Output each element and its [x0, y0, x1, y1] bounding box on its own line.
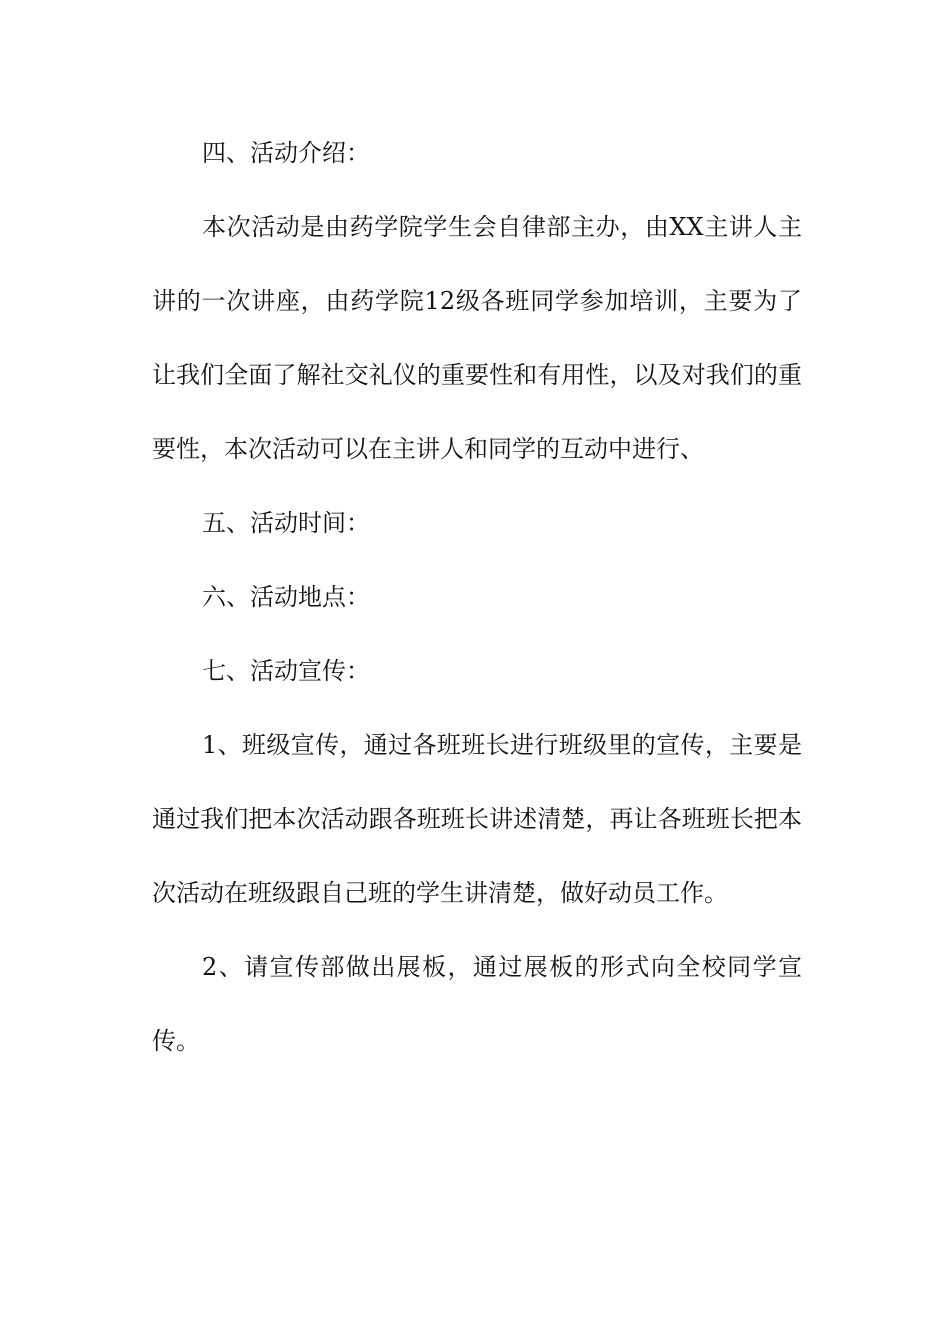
- heading-activity-location: 六、活动地点：: [202, 583, 370, 611]
- paragraph-activity-intro: 本次活动是由药学院学生会自律部主办，由XX主讲人主讲的一次讲座，由药学院12级各班同学参加培训，主要为了让我们全面了解社交礼仪的重要性和有用性，以及对我们的重要性，本次活动可以在主讲人和同学的互动中进行、: [152, 213, 802, 463]
- document-body: [152, 116, 802, 1078]
- heading-activity-time: 五、活动时间：: [202, 509, 370, 537]
- heading-activity-intro: 四、活动介绍：: [202, 139, 370, 167]
- paragraph-display-board: 2、请宣传部做出展板，通过展板的形式向全校同学宣传。: [152, 953, 802, 1055]
- paragraph-class-promotion: 1、班级宣传，通过各班班长进行班级里的宣传，主要是通过我们把本次活动跟各班班长讲述清楚，再让各班班长把本次活动在班级跟自己班的学生讲清楚，做好动员工作。: [152, 731, 802, 907]
- heading-activity-promotion: 七、活动宣传：: [202, 657, 370, 685]
